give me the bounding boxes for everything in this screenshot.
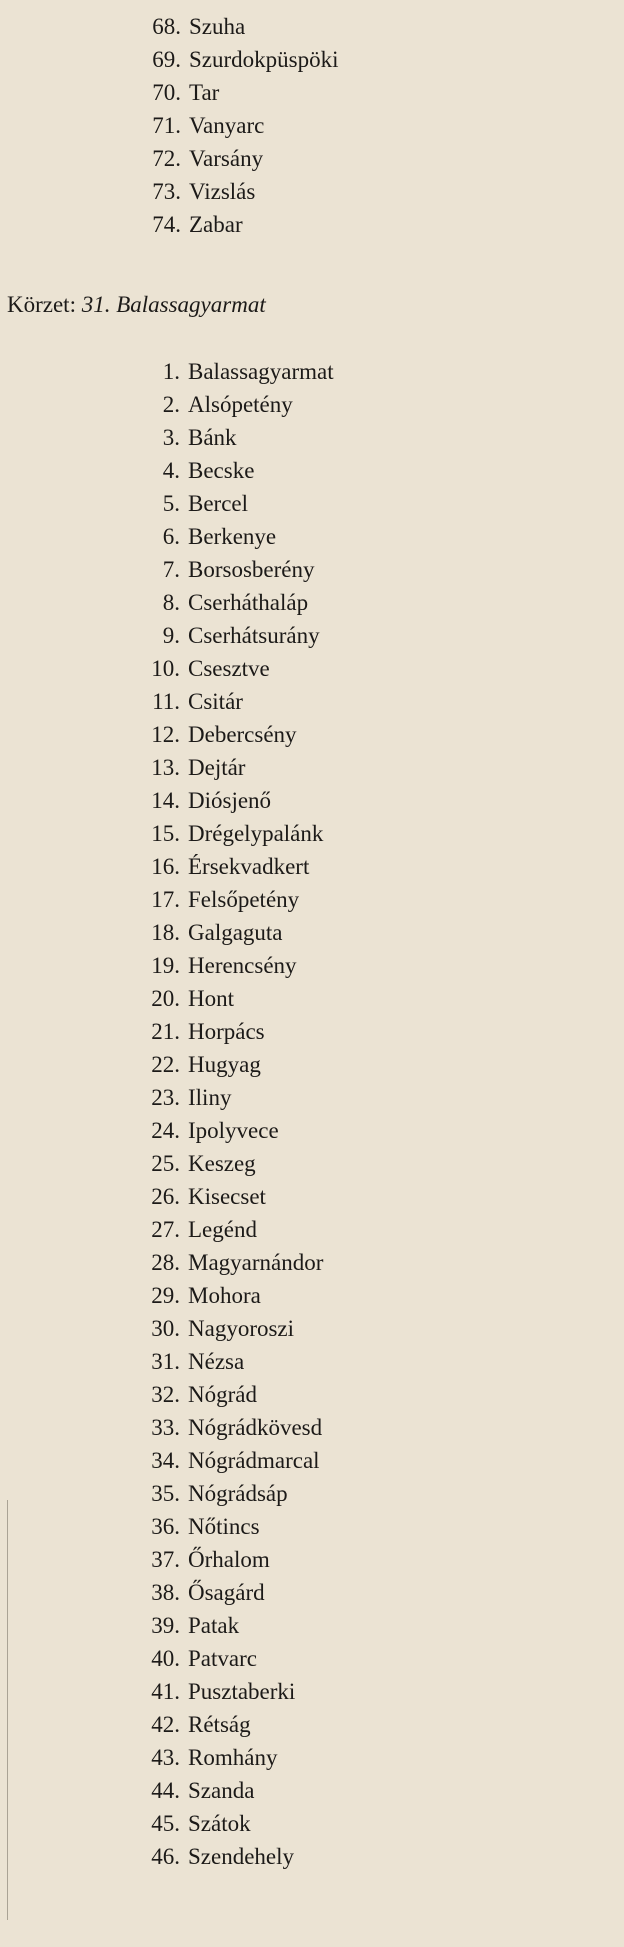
settlement-name: Nézsa [188,1349,245,1374]
item-number: 2. [162,392,180,417]
settlement-name: Romhány [188,1745,278,1770]
item-number: 74. [152,212,181,237]
settlement-name: Balassagyarmat [188,359,334,384]
item-number: 27. [151,1217,180,1242]
settlement-name: Pusztaberki [188,1679,296,1704]
item-number: 11. [152,689,180,714]
settlement-name: Iliny [188,1085,232,1110]
item-number: 39. [151,1613,180,1638]
item-number: 37. [151,1547,180,1572]
item-number: 6. [162,524,180,549]
settlement-name: Nógrádmarcal [188,1448,320,1473]
settlement-name: Zabar [189,212,243,237]
district-label: Körzet: [7,292,76,317]
district-number: 31. [81,292,111,317]
settlement-name: Csitár [188,689,243,714]
item-number: 4. [162,458,180,483]
settlement-name: Patvarc [188,1646,257,1671]
settlement-name: Herencsény [188,953,297,978]
district-heading [7,288,266,321]
settlement-name: Vanyarc [189,113,265,138]
settlement-name: Debercsény [188,722,297,747]
item-number: 34. [151,1448,180,1473]
settlement-name: Alsópetény [188,392,293,417]
settlement-name: Szendehely [188,1844,295,1869]
settlement-name: Borsosberény [188,557,315,582]
settlement-name: Horpács [188,1019,265,1044]
item-number: 23. [151,1085,180,1110]
item-number: 43. [151,1745,180,1770]
settlement-name: Galgaguta [188,920,283,945]
item-number: 24. [151,1118,180,1143]
settlement-name: Drégelypalánk [188,821,324,846]
settlement-name: Érsekvadkert [188,854,310,879]
item-number: 21. [151,1019,180,1044]
item-number: 36. [151,1514,180,1539]
settlement-name: Szurdokpüspöki [189,47,339,72]
item-number: 69. [152,47,181,72]
item-number: 26. [151,1184,180,1209]
settlement-name: Ősagárd [188,1580,265,1605]
item-number: 17. [151,887,180,912]
item-number: 5. [162,491,180,516]
settlement-name: Legénd [188,1217,257,1242]
settlement-name: Vizslás [189,179,256,204]
item-number: 16. [151,854,180,879]
settlement-name: Kisecset [188,1184,266,1209]
item-number: 40. [151,1646,180,1671]
settlement-name: Varsány [189,146,264,171]
item-number: 3. [162,425,180,450]
settlement-name: Szanda [188,1778,255,1803]
item-number: 35. [151,1481,180,1506]
item-number: 38. [151,1580,180,1605]
item-number: 13. [151,755,180,780]
settlement-name: Rétság [188,1712,251,1737]
settlement-name: Dejtár [188,755,246,780]
item-number: 9. [162,623,180,648]
settlement-name: Bercel [188,491,249,516]
settlement-name: Berkenye [188,524,277,549]
item-number: 41. [151,1679,180,1704]
item-number: 30. [151,1316,180,1341]
item-number: 19. [151,953,180,978]
settlement-name: Nagyoroszi [188,1316,295,1341]
district-town: Balassagyarmat [116,292,266,317]
item-number: 28. [151,1250,180,1275]
settlement-name: Becske [188,458,255,483]
item-number: 29. [151,1283,180,1308]
settlement-name: Cserháthaláp [188,590,309,615]
item-number: 18. [151,920,180,945]
settlement-name: Nógrádsáp [188,1481,288,1506]
item-number: 45. [151,1811,180,1836]
item-number: 70. [152,80,181,105]
settlement-name: Keszeg [188,1151,256,1176]
item-number: 32. [151,1382,180,1407]
item-number: 22. [151,1052,180,1077]
settlement-name: Tar [189,80,220,105]
settlement-name: Bánk [188,425,237,450]
settlement-name: Diósjenő [188,788,272,813]
item-number: 31. [151,1349,180,1374]
item-number: 42. [151,1712,180,1737]
settlement-name: Cserhátsurány [188,623,320,648]
item-number: 33. [151,1415,180,1440]
bleed-through-text [420,10,624,1930]
item-number: 71. [152,113,181,138]
settlement-name: Patak [188,1613,240,1638]
item-number: 25. [151,1151,180,1176]
item-number: 20. [151,986,180,1011]
item-number: 44. [151,1778,180,1803]
settlement-name: Hont [188,986,234,1011]
item-number: 1. [162,359,180,384]
item-number: 15. [151,821,180,846]
settlement-name: Nógrádkövesd [188,1415,323,1440]
settlement-name: Csesztve [188,656,270,681]
settlement-name: Nógrád [188,1382,257,1407]
item-number: 10. [151,656,180,681]
settlement-name: Szátok [188,1811,251,1836]
settlement-name: Mohora [188,1283,261,1308]
item-number: 7. [162,557,180,582]
settlement-name: Hugyag [188,1052,261,1077]
settlement-name: Felsőpetény [188,887,300,912]
settlement-name: Szuha [189,14,246,39]
item-number: 46. [151,1844,180,1869]
settlement-name: Magyarnándor [188,1250,324,1275]
item-number: 73. [152,179,181,204]
item-number: 68. [152,14,181,39]
settlement-name: Nőtincs [188,1514,260,1539]
settlement-name: Őrhalom [188,1547,270,1572]
settlement-name: Ipolyvece [188,1118,279,1143]
item-number: 72. [152,146,181,171]
item-number: 14. [151,788,180,813]
item-number: 8. [162,590,180,615]
item-number: 12. [151,722,180,747]
